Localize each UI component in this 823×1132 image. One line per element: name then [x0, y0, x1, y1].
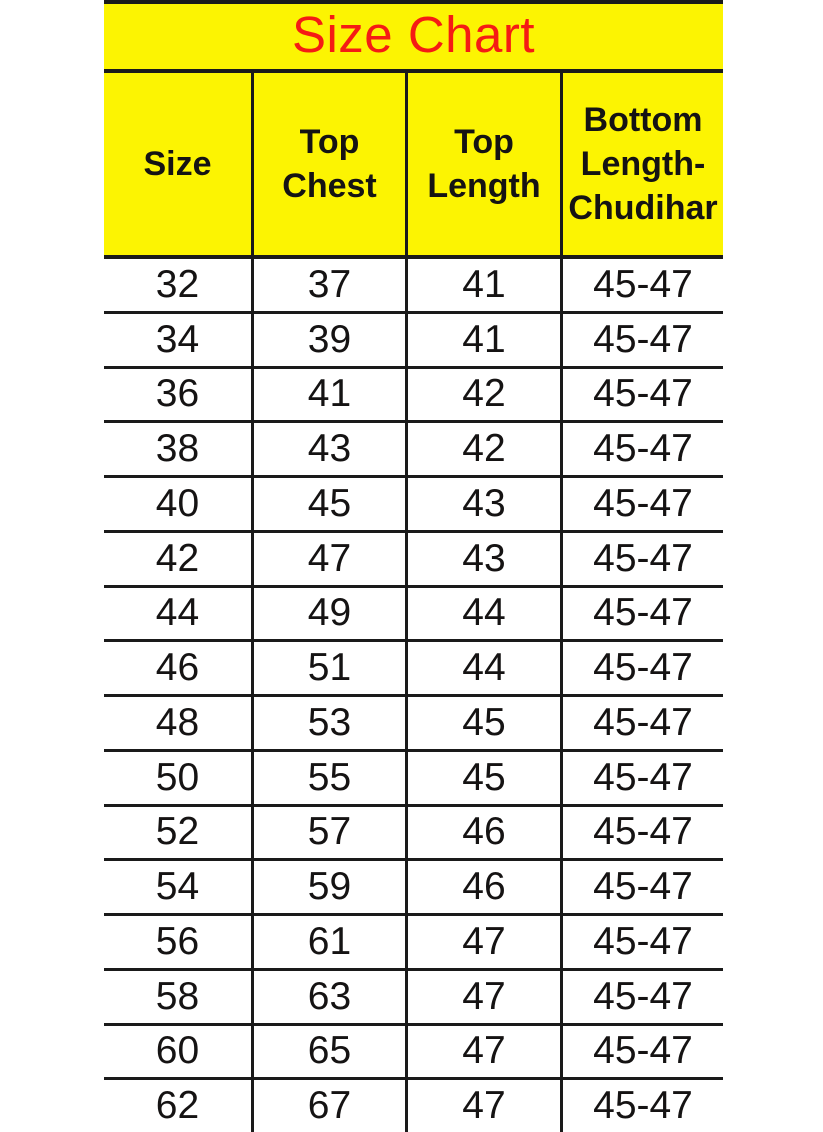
- bottom-length-cell: 45-47: [593, 481, 693, 525]
- size-cell: 48: [104, 697, 254, 749]
- header-size: Size: [104, 73, 254, 255]
- table-row: [104, 423, 723, 478]
- bottom-length-cell: 45-47: [593, 372, 693, 416]
- header-bottom-length-chudihar: Bottom Length-Chudihar: [568, 100, 718, 228]
- bottom-length-cell: 45-47: [593, 317, 693, 361]
- size-cell: 36: [104, 369, 254, 421]
- top-chest-cell: 57: [254, 807, 408, 859]
- top-chest-cell: 43: [254, 423, 408, 475]
- size-chart: [104, 0, 723, 1132]
- size-cell: 38: [104, 423, 254, 475]
- size-cell: 40: [104, 478, 254, 530]
- table-row: [104, 971, 723, 1026]
- table-row: [104, 807, 723, 862]
- table-row: [104, 697, 723, 752]
- table-row: [104, 642, 723, 697]
- table-row: [104, 533, 723, 588]
- bottom-length-cell: 45-47: [593, 427, 693, 471]
- size-cell: 44: [104, 588, 254, 640]
- bottom-length-cell: 45-47: [593, 700, 693, 744]
- size-cell: 54: [104, 861, 254, 913]
- top-length-cell: 44: [408, 642, 563, 694]
- bottom-length-cell: 45-47: [593, 1084, 693, 1128]
- header-top-length: Top Length: [408, 73, 563, 255]
- size-cell: 56: [104, 916, 254, 968]
- top-chest-cell: 65: [254, 1026, 408, 1078]
- size-cell: 42: [104, 533, 254, 585]
- bottom-length-cell: 45-47: [593, 1029, 693, 1073]
- bottom-length-cell: 45-47: [593, 974, 693, 1018]
- bottom-length-cell: 45-47: [593, 810, 693, 854]
- top-length-cell: 46: [408, 861, 563, 913]
- top-length-cell: 45: [408, 752, 563, 804]
- table-row: [104, 861, 723, 916]
- top-length-cell: 42: [408, 369, 563, 421]
- top-length-cell: 42: [408, 423, 563, 475]
- table-row: [104, 1026, 723, 1081]
- table-row: [104, 588, 723, 643]
- table-row: [104, 314, 723, 369]
- size-cell: 46: [104, 642, 254, 694]
- top-chest-cell: 45: [254, 478, 408, 530]
- top-length-cell: 44: [408, 588, 563, 640]
- top-chest-cell: 37: [254, 259, 408, 311]
- size-cell: 50: [104, 752, 254, 804]
- top-chest-cell: 53: [254, 697, 408, 749]
- table-row: [104, 1080, 723, 1132]
- top-length-cell: 47: [408, 1080, 563, 1132]
- top-chest-cell: 61: [254, 916, 408, 968]
- top-chest-cell: 47: [254, 533, 408, 585]
- bottom-length-cell: 45-47: [593, 755, 693, 799]
- table-row: [104, 752, 723, 807]
- size-cell: 34: [104, 314, 254, 366]
- top-length-cell: 46: [408, 807, 563, 859]
- top-length-cell: 47: [408, 916, 563, 968]
- bottom-length-cell: 45-47: [593, 919, 693, 963]
- top-chest-cell: 41: [254, 369, 408, 421]
- top-chest-cell: 59: [254, 861, 408, 913]
- bottom-length-cell: 45-47: [593, 536, 693, 580]
- top-chest-cell: 55: [254, 752, 408, 804]
- top-chest-cell: 51: [254, 642, 408, 694]
- size-cell: 32: [104, 259, 254, 311]
- top-length-cell: 47: [408, 1026, 563, 1078]
- header-top-chest: Top Chest: [254, 73, 408, 255]
- bottom-length-cell: 45-47: [593, 262, 693, 306]
- top-length-cell: 41: [408, 259, 563, 311]
- table-header-row: [104, 73, 723, 259]
- table-row: [104, 259, 723, 314]
- top-chest-cell: 63: [254, 971, 408, 1023]
- size-cell: 52: [104, 807, 254, 859]
- size-cell: 58: [104, 971, 254, 1023]
- top-chest-cell: 39: [254, 314, 408, 366]
- top-length-cell: 43: [408, 478, 563, 530]
- table-row: [104, 916, 723, 971]
- bottom-length-cell: 45-47: [593, 646, 693, 690]
- top-chest-cell: 49: [254, 588, 408, 640]
- top-length-cell: 41: [408, 314, 563, 366]
- table-body: [104, 259, 723, 1132]
- top-length-cell: 43: [408, 533, 563, 585]
- table-row: [104, 478, 723, 533]
- top-chest-cell: 67: [254, 1080, 408, 1132]
- size-cell: 62: [104, 1080, 254, 1132]
- top-length-cell: 47: [408, 971, 563, 1023]
- top-length-cell: 45: [408, 697, 563, 749]
- chart-title: Size Chart: [104, 0, 723, 73]
- size-cell: 60: [104, 1026, 254, 1078]
- bottom-length-cell: 45-47: [593, 591, 693, 635]
- table-row: [104, 369, 723, 424]
- bottom-length-cell: 45-47: [593, 865, 693, 909]
